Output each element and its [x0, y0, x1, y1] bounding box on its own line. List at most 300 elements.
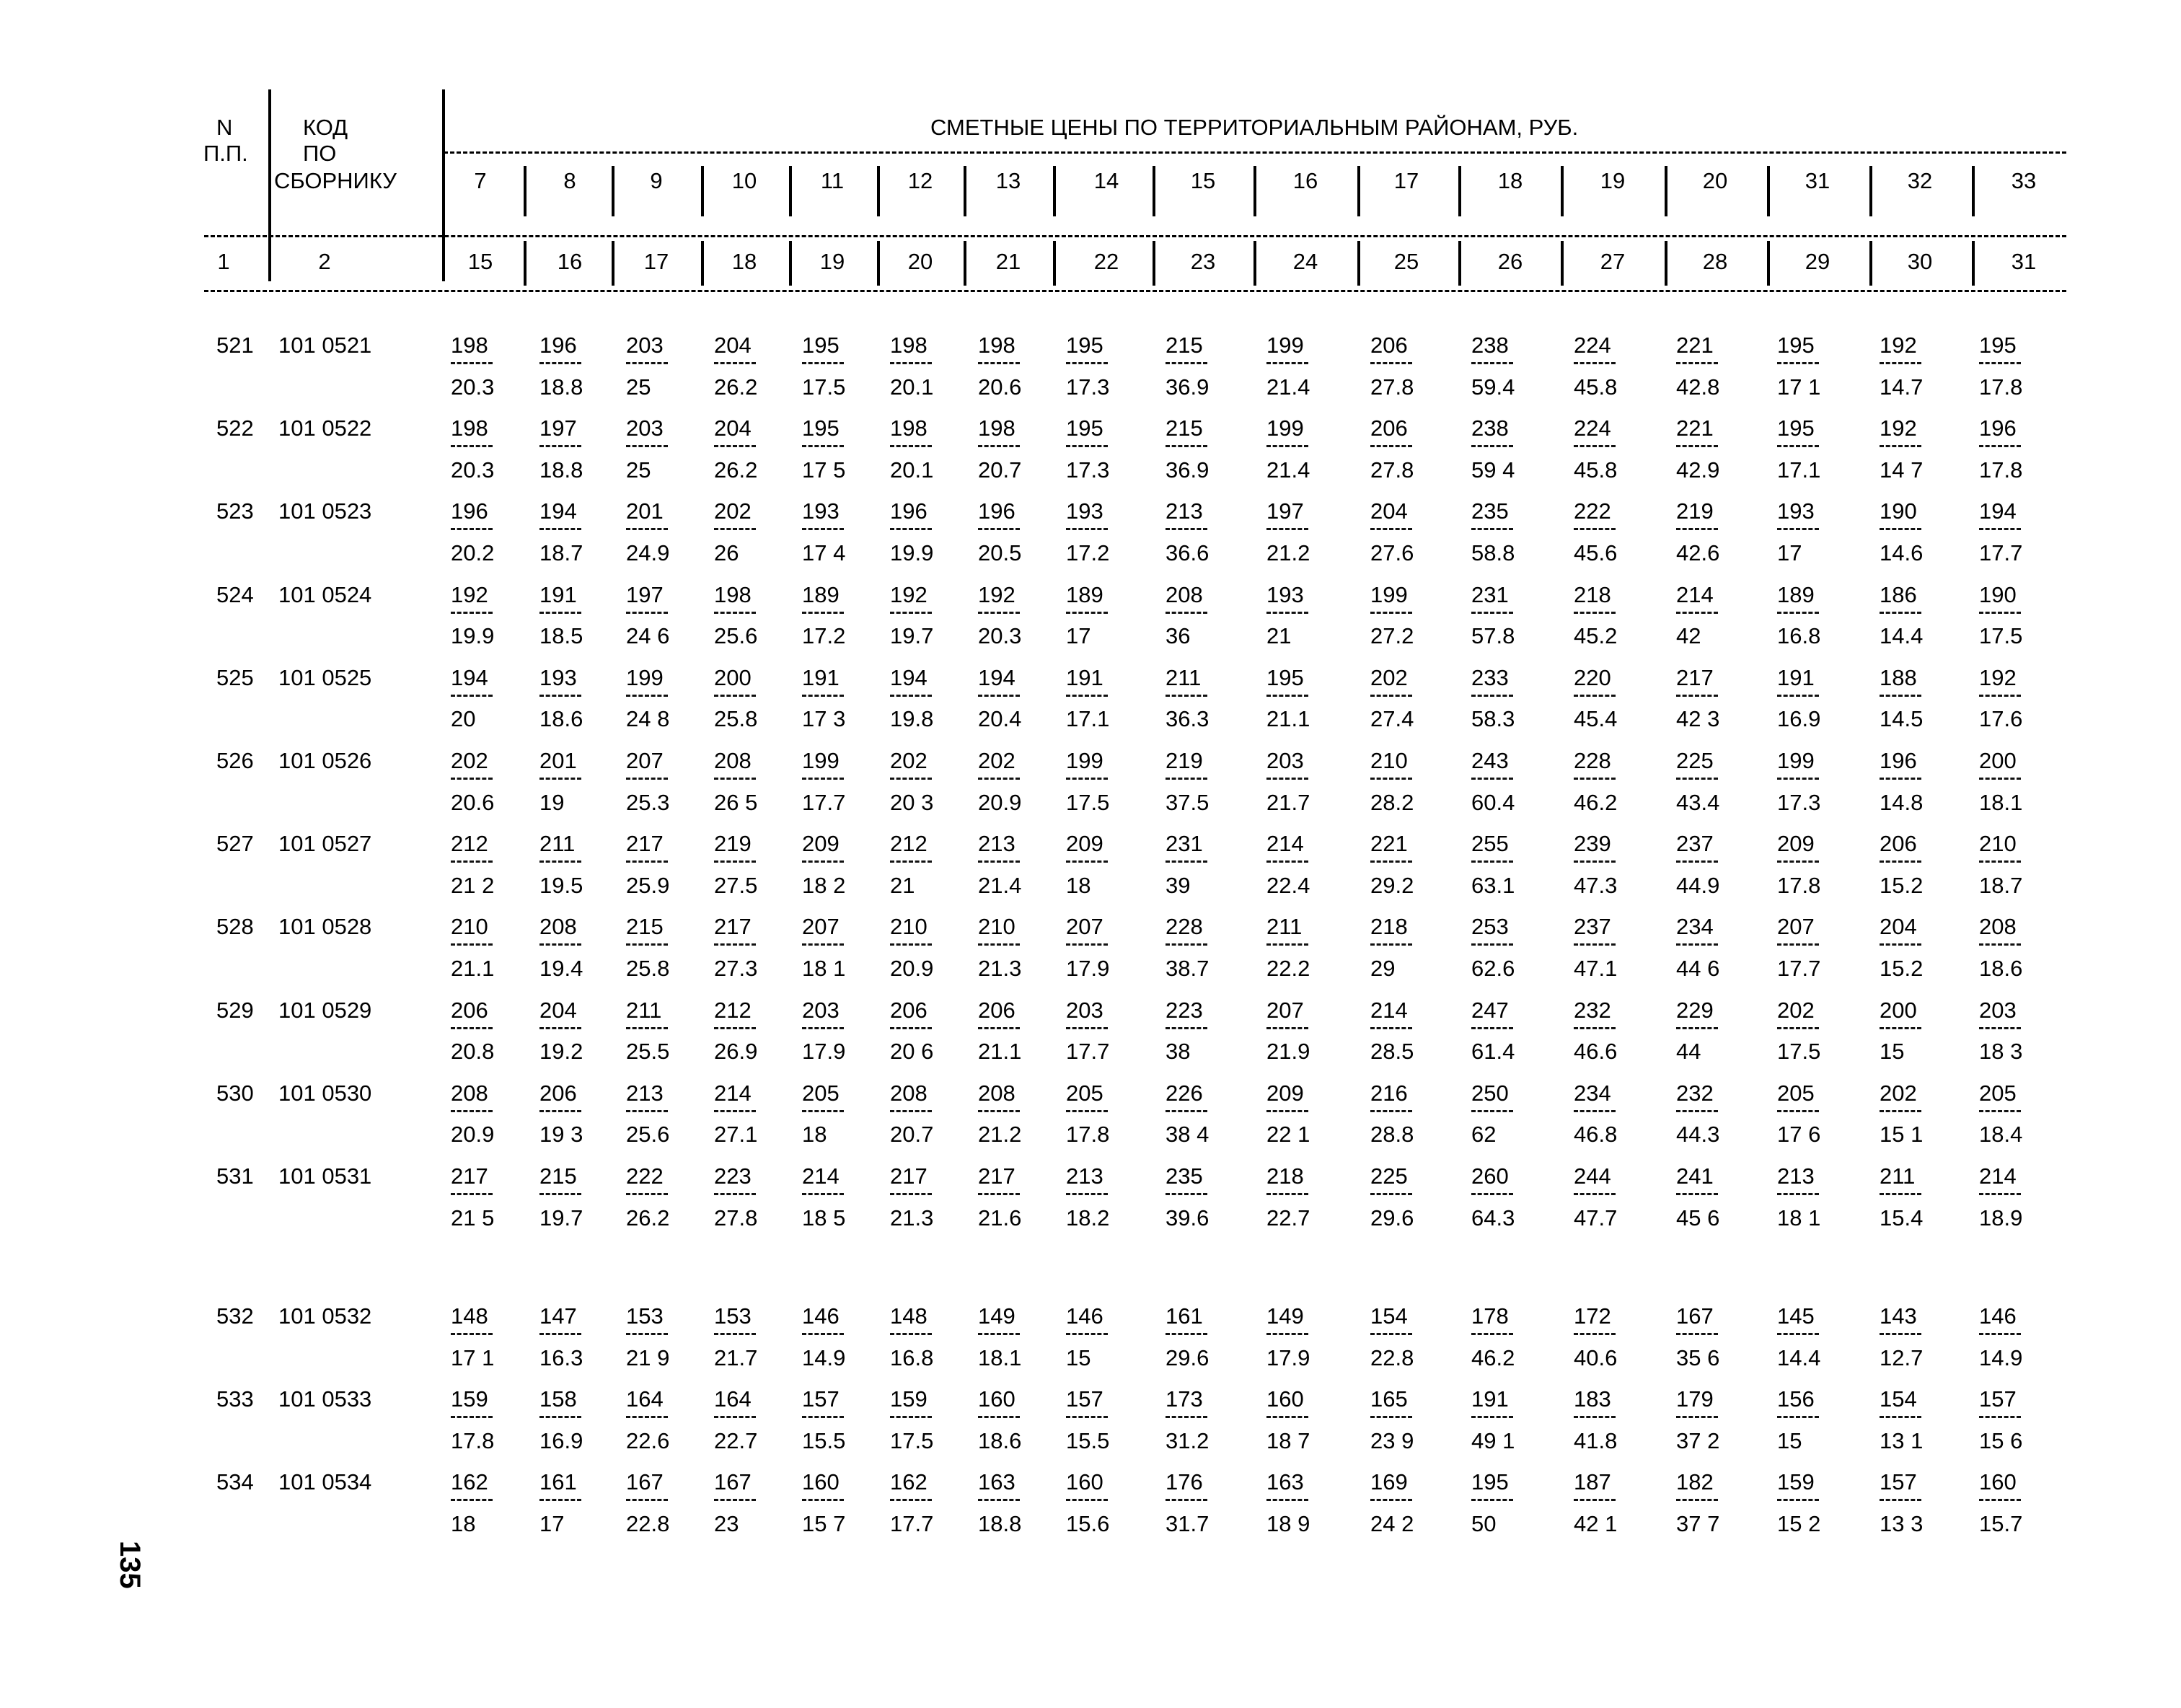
labour-value: 22.8	[626, 1511, 670, 1536]
price-value: 205	[1979, 1080, 2017, 1106]
column-separator	[1458, 166, 1461, 216]
fraction-line	[714, 943, 756, 946]
fraction-line	[802, 943, 844, 946]
labour-value: 28.2	[1370, 789, 1414, 815]
labour-value: 21.9	[1266, 1039, 1310, 1065]
fraction-line	[539, 612, 581, 614]
fraction-line	[890, 1110, 932, 1112]
price-value: 204	[714, 333, 752, 358]
column-separator	[701, 166, 704, 216]
labour-value: 45.2	[1574, 623, 1618, 649]
labour-value: 20.3	[978, 623, 1022, 649]
labour-value: 17.5	[1979, 623, 2023, 649]
labour-value: 25.5	[626, 1039, 670, 1065]
labour-value: 31.2	[1166, 1427, 1210, 1453]
price-value: 241	[1676, 1163, 1714, 1189]
price-value: 160	[1979, 1469, 2017, 1495]
row-number: 521	[216, 333, 254, 358]
price-value: 225	[1676, 748, 1714, 773]
column-separator	[877, 241, 880, 286]
region-number: 15	[1190, 168, 1216, 193]
price-value: 194	[1979, 498, 2017, 524]
labour-value: 37 2	[1676, 1427, 1720, 1453]
column-separator	[1253, 241, 1256, 286]
labour-value: 42	[1676, 623, 1701, 649]
column-separator	[1153, 241, 1155, 286]
price-value: 208	[451, 1080, 488, 1106]
price-value: 199	[626, 664, 664, 690]
labour-value: 12.7	[1880, 1344, 1924, 1370]
price-value: 210	[1370, 748, 1408, 773]
page-number: 135	[114, 1541, 146, 1589]
row-number: 532	[216, 1303, 254, 1329]
price-value: 193	[802, 498, 840, 524]
labour-value: 19	[539, 789, 565, 815]
labour-value: 31.7	[1166, 1511, 1210, 1536]
column-index: 16	[557, 249, 583, 274]
price-value: 214	[714, 1080, 752, 1106]
labour-value: 17.2	[1066, 540, 1110, 565]
fraction-line	[714, 1110, 756, 1112]
labour-value: 21.6	[978, 1205, 1022, 1231]
price-value: 156	[1777, 1386, 1815, 1412]
price-value: 191	[802, 664, 840, 690]
column-separator	[1153, 166, 1155, 216]
row-code: 101 0533	[278, 1386, 372, 1412]
labour-value: 60.4	[1471, 789, 1515, 815]
labour-value: 17.2	[802, 623, 846, 649]
labour-value: 21.4	[978, 872, 1022, 898]
labour-value: 20 6	[890, 1039, 934, 1065]
fraction-line	[978, 1333, 1020, 1335]
fraction-line	[1471, 1027, 1513, 1029]
price-value: 217	[890, 1163, 928, 1189]
row-code: 101 0521	[278, 333, 372, 358]
labour-value: 19.7	[890, 623, 934, 649]
price-value: 225	[1370, 1163, 1408, 1189]
labour-value: 17	[1066, 623, 1091, 649]
fraction-line	[714, 695, 756, 697]
fraction-line	[1676, 695, 1718, 697]
column-index: 18	[731, 249, 757, 274]
price-value: 193	[539, 664, 577, 690]
fraction-line	[1370, 860, 1412, 863]
labour-value: 23	[714, 1511, 739, 1536]
column-separator	[1357, 166, 1360, 216]
labour-value: 14 7	[1880, 457, 1924, 483]
price-value: 154	[1370, 1303, 1408, 1329]
fraction-line	[451, 528, 493, 530]
price-value: 218	[1266, 1163, 1304, 1189]
price-value: 223	[1166, 997, 1203, 1023]
labour-value: 20.1	[890, 374, 934, 400]
header-code: КОД	[303, 115, 348, 140]
labour-value: 20.9	[451, 1122, 495, 1148]
labour-value: 19.9	[890, 540, 934, 565]
price-value: 212	[890, 831, 928, 857]
labour-value: 21	[890, 872, 915, 898]
fraction-line	[1880, 1416, 1921, 1418]
price-value: 182	[1676, 1469, 1714, 1495]
fraction-line	[1979, 943, 2021, 946]
price-value: 238	[1471, 415, 1509, 441]
fraction-line	[1880, 1333, 1921, 1335]
price-value: 247	[1471, 997, 1509, 1023]
fraction-line	[1979, 1333, 2021, 1335]
fraction-line	[1979, 362, 2021, 364]
labour-value: 63.1	[1471, 872, 1515, 898]
labour-value: 13 1	[1880, 1427, 1924, 1453]
fraction-line	[539, 445, 581, 447]
column-separator	[1869, 241, 1872, 286]
price-value: 160	[978, 1386, 1015, 1412]
price-value: 163	[1266, 1469, 1304, 1495]
price-value: 193	[1777, 498, 1815, 524]
labour-value: 46.6	[1574, 1039, 1618, 1065]
price-value: 243	[1471, 748, 1509, 773]
labour-value: 18	[802, 1122, 827, 1148]
price-value: 210	[978, 914, 1015, 940]
labour-value: 17 1	[1777, 374, 1821, 400]
labour-value: 16.8	[1777, 623, 1821, 649]
fraction-line	[1370, 778, 1412, 780]
row-code: 101 0522	[278, 415, 372, 441]
fraction-line	[1880, 362, 1921, 364]
labour-value: 18 1	[802, 956, 846, 981]
labour-value: 22.8	[1370, 1344, 1414, 1370]
price-value: 206	[539, 1080, 577, 1106]
labour-value: 17.5	[1777, 1039, 1821, 1065]
fraction-line	[1676, 1193, 1718, 1195]
labour-value: 22.2	[1266, 956, 1310, 981]
fraction-line	[802, 1110, 844, 1112]
labour-value: 20.8	[451, 1039, 495, 1065]
labour-value: 29.6	[1370, 1205, 1414, 1231]
fraction-line	[1880, 860, 1921, 863]
labour-value: 23 9	[1370, 1427, 1414, 1453]
column-index: 28	[1702, 249, 1728, 274]
price-value: 193	[1266, 581, 1304, 607]
price-value: 207	[802, 914, 840, 940]
fraction-line	[802, 1027, 844, 1029]
fraction-line	[890, 1027, 932, 1029]
fraction-line	[890, 1499, 932, 1501]
labour-value: 20.4	[978, 706, 1022, 732]
price-value: 143	[1880, 1303, 1917, 1329]
fraction-line	[1471, 943, 1513, 946]
labour-value: 21	[1266, 623, 1292, 649]
fraction-line	[1979, 445, 2021, 447]
price-value: 209	[1777, 831, 1815, 857]
fraction-line	[890, 1193, 932, 1195]
price-value: 183	[1574, 1386, 1611, 1412]
labour-value: 19.2	[539, 1039, 583, 1065]
fraction-line	[626, 695, 668, 697]
labour-value: 62	[1471, 1122, 1497, 1148]
fraction-line	[890, 695, 932, 697]
fraction-line	[1266, 860, 1308, 863]
labour-value: 36.3	[1166, 706, 1210, 732]
price-value: 148	[451, 1303, 488, 1329]
fraction-line	[539, 1416, 581, 1418]
labour-value: 18 2	[802, 872, 846, 898]
labour-value: 17.7	[890, 1511, 934, 1536]
price-value: 253	[1471, 914, 1509, 940]
labour-value: 18	[1066, 872, 1091, 898]
fraction-line	[1676, 1110, 1718, 1112]
labour-value: 21.2	[978, 1122, 1022, 1148]
price-value: 197	[1266, 498, 1304, 524]
labour-value: 22.6	[626, 1427, 670, 1453]
fraction-line	[451, 1027, 493, 1029]
row-number: 525	[216, 664, 254, 690]
price-value: 209	[802, 831, 840, 857]
price-value: 191	[1066, 664, 1103, 690]
price-value: 255	[1471, 831, 1509, 857]
fraction-line	[451, 1333, 493, 1335]
price-value: 213	[1066, 1163, 1103, 1189]
price-value: 176	[1166, 1469, 1203, 1495]
column-separator	[964, 241, 966, 286]
fraction-line	[1066, 943, 1108, 946]
fraction-line	[1880, 778, 1921, 780]
labour-value: 59.4	[1471, 374, 1515, 400]
price-value: 158	[539, 1386, 577, 1412]
column-separator	[1053, 166, 1056, 216]
fraction-line	[1471, 1193, 1513, 1195]
fraction-line	[978, 362, 1020, 364]
region-number: 18	[1497, 168, 1523, 193]
fraction-line	[1471, 445, 1513, 447]
price-value: 244	[1574, 1163, 1611, 1189]
fraction-line	[1574, 528, 1616, 530]
labour-value: 21.1	[1266, 706, 1310, 732]
labour-value: 25.6	[714, 623, 758, 649]
price-value: 207	[1777, 914, 1815, 940]
header-n: N	[216, 115, 233, 140]
fraction-line	[978, 612, 1020, 614]
price-value: 203	[1266, 748, 1304, 773]
labour-value: 42.6	[1676, 540, 1720, 565]
labour-value: 19.8	[890, 706, 934, 732]
row-number: 533	[216, 1386, 254, 1412]
labour-value: 15.5	[802, 1427, 846, 1453]
fraction-line	[539, 860, 581, 863]
labour-value: 20.3	[451, 374, 495, 400]
labour-value: 26 5	[714, 789, 758, 815]
row-code: 101 0531	[278, 1163, 372, 1189]
labour-value: 18 1	[1777, 1205, 1821, 1231]
labour-value: 18.8	[539, 457, 583, 483]
labour-value: 15	[1777, 1427, 1802, 1453]
labour-value: 21.1	[451, 956, 495, 981]
price-value: 191	[1471, 1386, 1509, 1412]
fraction-line	[978, 695, 1020, 697]
labour-value: 18.1	[978, 1344, 1022, 1370]
price-value: 206	[890, 997, 928, 1023]
labour-value: 27.5	[714, 872, 758, 898]
fraction-line	[1676, 362, 1718, 364]
price-value: 206	[451, 997, 488, 1023]
fraction-line	[714, 1416, 756, 1418]
fraction-line	[1880, 1110, 1921, 1112]
fraction-line	[802, 695, 844, 697]
price-value: 216	[1370, 1080, 1408, 1106]
labour-value: 20 3	[890, 789, 934, 815]
labour-value: 25.9	[626, 872, 670, 898]
labour-value: 47.3	[1574, 872, 1618, 898]
labour-value: 16.3	[539, 1344, 583, 1370]
column-index: 20	[907, 249, 933, 274]
fraction-line	[1676, 778, 1718, 780]
labour-value: 58.3	[1471, 706, 1515, 732]
fraction-line	[1676, 860, 1718, 863]
fraction-line	[626, 528, 668, 530]
region-number: 11	[820, 168, 845, 193]
labour-value: 26.2	[714, 374, 758, 400]
fraction-line	[1777, 1027, 1819, 1029]
fraction-line	[1471, 1499, 1513, 1501]
row-number: 529	[216, 997, 254, 1023]
column-separator	[1561, 241, 1564, 286]
price-value: 199	[1066, 748, 1103, 773]
row-number: 531	[216, 1163, 254, 1189]
labour-value: 64.3	[1471, 1205, 1515, 1231]
region-number: 7	[474, 168, 487, 193]
price-value: 203	[626, 415, 664, 441]
price-value: 190	[1880, 498, 1917, 524]
fraction-line	[1471, 1333, 1513, 1335]
price-value: 192	[451, 581, 488, 607]
price-value: 211	[626, 997, 662, 1023]
price-value: 207	[1266, 997, 1304, 1023]
labour-value: 24 2	[1370, 1511, 1414, 1536]
header-pp: П.П.	[203, 141, 248, 166]
fraction-line	[1676, 445, 1718, 447]
labour-value: 28.5	[1370, 1039, 1414, 1065]
row-number: 530	[216, 1080, 254, 1106]
labour-value: 13 3	[1880, 1511, 1924, 1536]
column-separator	[1665, 166, 1667, 216]
labour-value: 15 2	[1777, 1511, 1821, 1536]
fraction-line	[1574, 860, 1616, 863]
price-value: 202	[890, 748, 928, 773]
region-number: 31	[1805, 168, 1830, 193]
price-value: 228	[1574, 748, 1611, 773]
fraction-line	[802, 1416, 844, 1418]
labour-value: 18.1	[1979, 789, 2023, 815]
fraction-line	[1979, 778, 2021, 780]
fraction-line	[626, 445, 668, 447]
labour-value: 21.3	[978, 956, 1022, 981]
fraction-line	[1370, 612, 1412, 614]
price-value: 167	[714, 1469, 752, 1495]
price-value: 198	[451, 415, 488, 441]
labour-value: 38.7	[1166, 956, 1210, 981]
price-value: 198	[978, 415, 1015, 441]
fraction-line	[1166, 612, 1207, 614]
price-value: 238	[1471, 333, 1509, 358]
fraction-line	[1266, 528, 1308, 530]
price-value: 194	[890, 664, 928, 690]
region-number: 17	[1393, 168, 1419, 193]
labour-value: 17.7	[1066, 1039, 1110, 1065]
labour-value: 14.7	[1880, 374, 1924, 400]
labour-value: 19.5	[539, 872, 583, 898]
price-value: 219	[1676, 498, 1714, 524]
fraction-line	[1574, 1499, 1616, 1501]
fraction-line	[1166, 943, 1207, 946]
fraction-line	[1777, 528, 1819, 530]
fraction-line	[1471, 778, 1513, 780]
labour-value: 58.8	[1471, 540, 1515, 565]
labour-value: 14.4	[1880, 623, 1924, 649]
fraction-line	[714, 612, 756, 614]
price-value: 208	[1166, 581, 1203, 607]
labour-value: 20.7	[978, 457, 1022, 483]
fraction-line	[1166, 695, 1207, 697]
price-value: 160	[1066, 1469, 1103, 1495]
column-separator	[1972, 166, 1975, 216]
fraction-line	[626, 943, 668, 946]
price-value: 213	[626, 1080, 664, 1106]
fraction-line	[802, 528, 844, 530]
labour-value: 42 3	[1676, 706, 1720, 732]
labour-value: 27.8	[714, 1205, 758, 1231]
fraction-line	[1676, 1027, 1718, 1029]
fraction-line	[1166, 362, 1207, 364]
price-value: 209	[1066, 831, 1103, 857]
price-value: 204	[1880, 914, 1917, 940]
fraction-line	[451, 1110, 493, 1112]
price-value: 179	[1676, 1386, 1714, 1412]
header-po: ПО	[303, 141, 337, 166]
price-value: 217	[714, 914, 752, 940]
column-index: 21	[995, 249, 1021, 274]
column-index: 23	[1190, 249, 1216, 274]
fraction-line	[451, 943, 493, 946]
fraction-line	[1574, 362, 1616, 364]
row-code: 101 0524	[278, 581, 372, 607]
fraction-line	[451, 1416, 493, 1418]
price-value: 223	[714, 1163, 752, 1189]
fraction-line	[1370, 528, 1412, 530]
labour-value: 17.6	[1979, 706, 2023, 732]
price-value: 200	[714, 664, 752, 690]
labour-value: 18.4	[1979, 1122, 2023, 1148]
fraction-line	[1574, 778, 1616, 780]
row-code: 101 0525	[278, 664, 372, 690]
fraction-line	[539, 1193, 581, 1195]
region-number: 10	[731, 168, 757, 193]
price-value: 217	[978, 1163, 1015, 1189]
labour-value: 15.4	[1880, 1205, 1924, 1231]
price-value: 199	[1266, 415, 1304, 441]
price-value: 195	[1777, 415, 1815, 441]
fraction-line	[1676, 1333, 1718, 1335]
price-value: 203	[1066, 997, 1103, 1023]
price-value: 153	[626, 1303, 664, 1329]
row-number: 522	[216, 415, 254, 441]
fraction-line	[1979, 695, 2021, 697]
price-value: 189	[802, 581, 840, 607]
labour-value: 17 6	[1777, 1122, 1821, 1148]
labour-value: 15.2	[1880, 956, 1924, 981]
price-value: 195	[1979, 333, 2017, 358]
labour-value: 18.7	[539, 540, 583, 565]
fraction-line	[1370, 1416, 1412, 1418]
labour-value: 38 4	[1166, 1122, 1210, 1148]
